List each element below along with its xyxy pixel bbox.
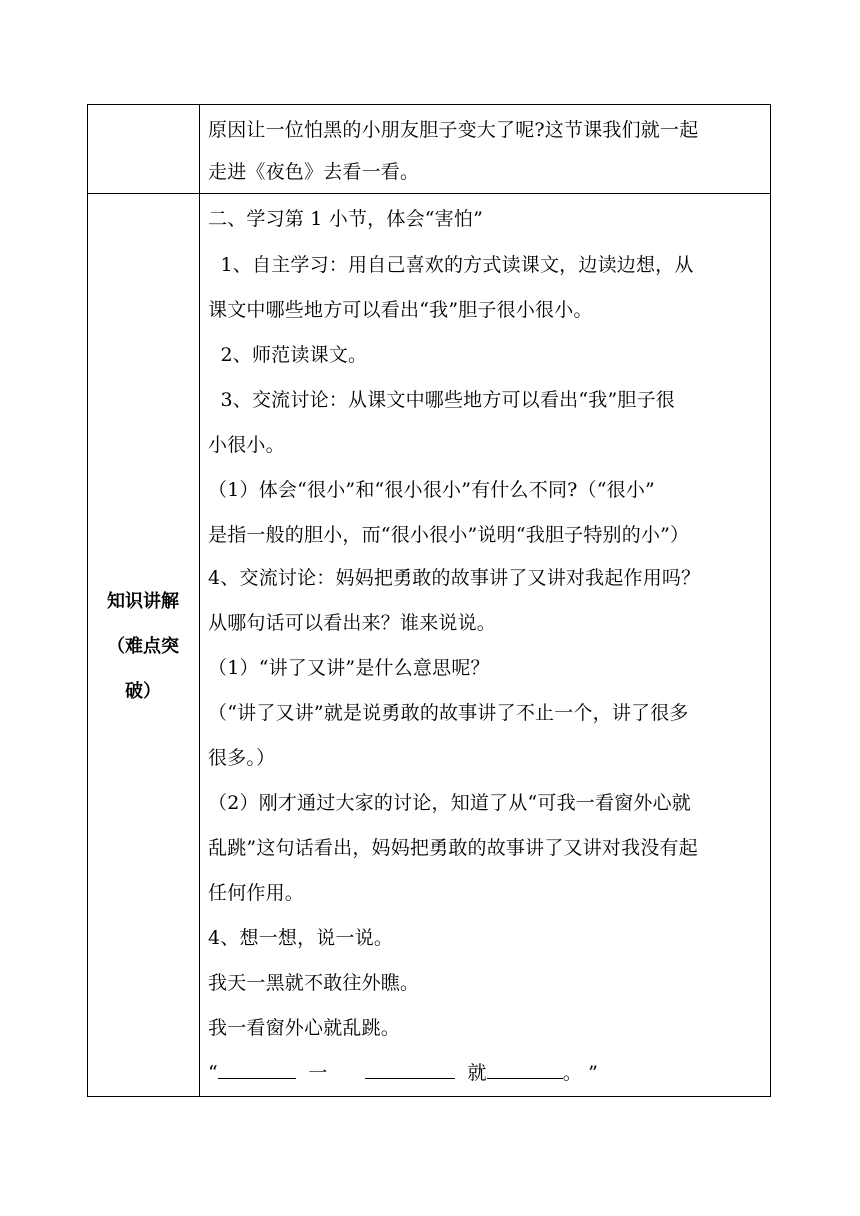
row1-line: 原因让一位怕黑的小朋友胆子变大了呢?这节课我们就一起 [208, 119, 699, 141]
blank-1[interactable] [218, 1064, 296, 1079]
section-heading: 二、学习第 1 小节，体会“害怕” [208, 208, 483, 230]
word-yi: 一 [308, 1062, 328, 1084]
body-line: 从哪句话可以看出来？谁来说说。 [208, 612, 497, 634]
body-line: （1）“讲了又讲”是什么意思呢？ [208, 657, 490, 679]
section-label: （难点突 [107, 636, 179, 657]
body-line: 任何作用。 [208, 882, 305, 904]
body-line: 很多。） [208, 747, 276, 769]
row-divider [87, 193, 771, 194]
blank-2[interactable] [365, 1064, 455, 1079]
body-line: 4、想一想，说一说。 [208, 927, 394, 949]
open-quote: “ [208, 1062, 218, 1084]
body-line: 我一看窗外心就乱跳。 [208, 1017, 401, 1039]
body-line: 3、交流讨论：从课文中哪些地方可以看出“我”胆子很 [208, 389, 675, 411]
body-line: 是指一般的胆小，而“很小很小”说明“我胆子特别的小”） [208, 524, 690, 546]
body-line: （“讲了又讲”就是说勇敢的故事讲了不止一个，讲了很多 [208, 702, 689, 724]
body-line: （1）体会“很小”和“很小很小”有什么不同?（“很小” [208, 479, 655, 501]
body-line: 课文中哪些地方可以看出“我”胆子很小很小。 [208, 299, 593, 321]
body-line: 我天一黑就不敢往外瞧。 [208, 972, 420, 994]
body-line: 4、交流讨论：妈妈把勇敢的故事讲了又讲对我起作用吗？ [208, 567, 701, 589]
body-line: 乱跳”这句话看出，妈妈把勇敢的故事讲了又讲对我没有起 [208, 837, 698, 859]
body-line: 2、师范读课文。 [208, 344, 368, 366]
section-label: 破） [125, 681, 161, 702]
row1-line: 走进《夜色》去看一看。 [208, 161, 420, 183]
body-line: 小很小。 [208, 434, 285, 456]
closing: 。 ” [562, 1062, 599, 1084]
lesson-table [87, 104, 771, 1097]
blank-3[interactable] [487, 1064, 563, 1079]
fill-in-blank-line [208, 1064, 768, 1083]
table-border-right [770, 104, 771, 1097]
table-border-bottom [87, 1096, 771, 1097]
column-divider [199, 104, 200, 1097]
body-line: （2）刚才通过大家的讨论，知道了从“可我一看窗外心就 [208, 792, 692, 814]
table-border-top [87, 104, 771, 105]
word-jiu: 就 [467, 1062, 487, 1084]
section-label: 知识讲解 [107, 591, 179, 612]
body-line: 1、自主学习：用自己喜欢的方式读课文，边读边想，从 [208, 254, 694, 276]
